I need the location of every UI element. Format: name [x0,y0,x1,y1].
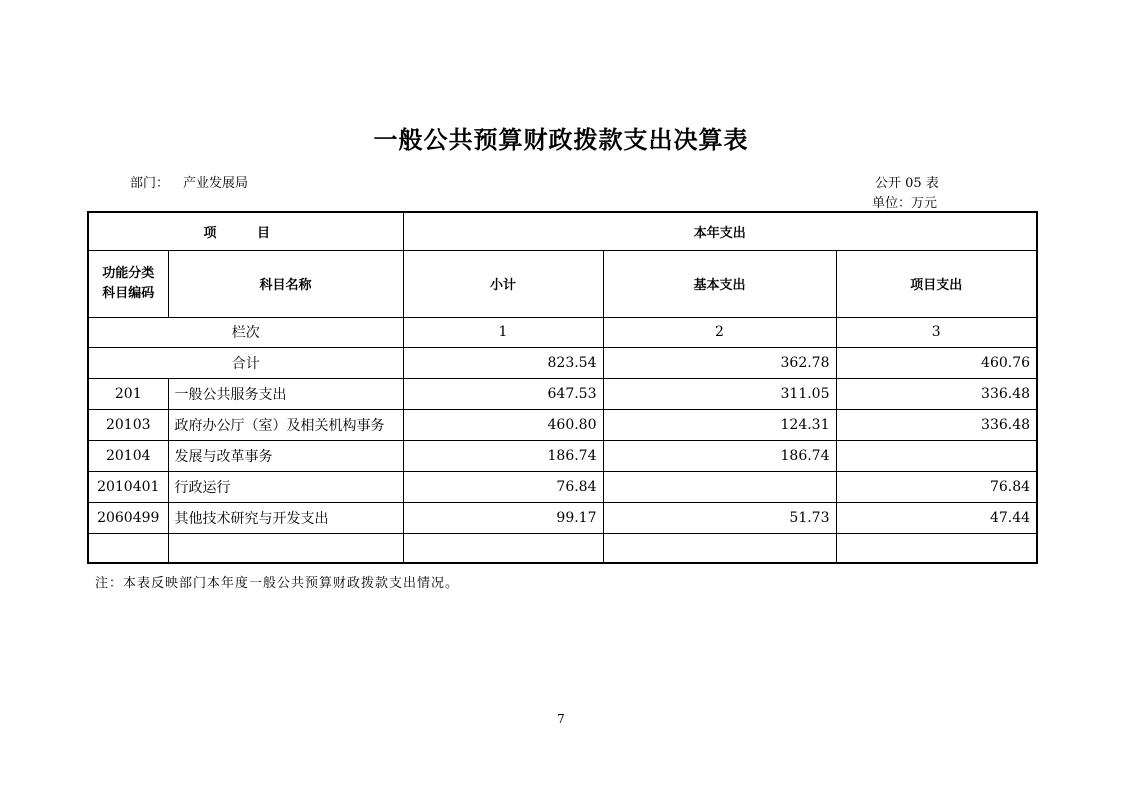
total-label: 合计 [88,347,403,378]
total-project: 460.76 [836,347,1037,378]
empty-cell [836,533,1037,563]
row-code: 2010401 [88,471,168,502]
header-current-year: 本年支出 [403,212,1037,250]
row-project: 336.48 [836,409,1037,440]
expenditure-table [87,211,1038,564]
index-col-3: 3 [836,317,1037,347]
row-code: 20104 [88,440,168,471]
form-number: 公开 05 表 [875,176,939,191]
row-project [836,440,1037,471]
unit-label: 单位：万元 [872,196,938,211]
total-subtotal: 823.54 [403,347,603,378]
header-code-line1: 功能分类 [102,265,155,281]
empty-cell [603,533,836,563]
index-col-1: 1 [403,317,603,347]
row-basic: 51.73 [603,502,836,533]
row-name: 一般公共服务支出 [168,378,403,409]
empty-cell [168,533,403,563]
header-project-expenditure: 项目支出 [836,250,1037,317]
row-code: 2060499 [88,502,168,533]
table-row [88,440,1037,471]
header-code [88,250,168,317]
empty-cell [403,533,603,563]
header-name: 科目名称 [168,250,403,317]
row-project: 336.48 [836,378,1037,409]
row-name: 其他技术研究与开发支出 [168,502,403,533]
header-basic: 基本支出 [603,250,836,317]
header-row-1 [88,212,1037,250]
table-row [88,409,1037,440]
index-row [88,317,1037,347]
row-code: 20103 [88,409,168,440]
row-subtotal: 76.84 [403,471,603,502]
row-project: 76.84 [836,471,1037,502]
row-basic [603,471,836,502]
total-basic: 362.78 [603,347,836,378]
department-label: 部门： [130,176,170,191]
department-name: 产业发展局 [183,176,249,191]
empty-row [88,533,1037,563]
row-name: 发展与改革事务 [168,440,403,471]
row-name: 行政运行 [168,471,403,502]
report-title: 一般公共预算财政拨款支出决算表 [373,126,749,154]
row-project: 47.44 [836,502,1037,533]
table-note: 注：本表反映部门本年度一般公共预算财政拨款支出情况。 [95,576,460,591]
table-row [88,471,1037,502]
total-row [88,347,1037,378]
row-basic: 311.05 [603,378,836,409]
row-subtotal: 647.53 [403,378,603,409]
table-row [88,502,1037,533]
row-name: 政府办公厅（室）及相关机构事务 [168,409,403,440]
row-basic: 124.31 [603,409,836,440]
empty-cell [88,533,168,563]
row-subtotal: 99.17 [403,502,603,533]
page-number: 7 [557,712,565,726]
table-row [88,378,1037,409]
department-line [130,172,248,191]
header-project: 项 目 [88,212,403,250]
header-subtotal: 小计 [403,250,603,317]
index-label: 栏次 [88,317,403,347]
index-col-2: 2 [603,317,836,347]
row-code: 201 [88,378,168,409]
header-row-2 [88,250,1037,317]
row-subtotal: 460.80 [403,409,603,440]
header-code-line2: 科目编码 [102,285,155,301]
row-subtotal: 186.74 [403,440,603,471]
row-basic: 186.74 [603,440,836,471]
